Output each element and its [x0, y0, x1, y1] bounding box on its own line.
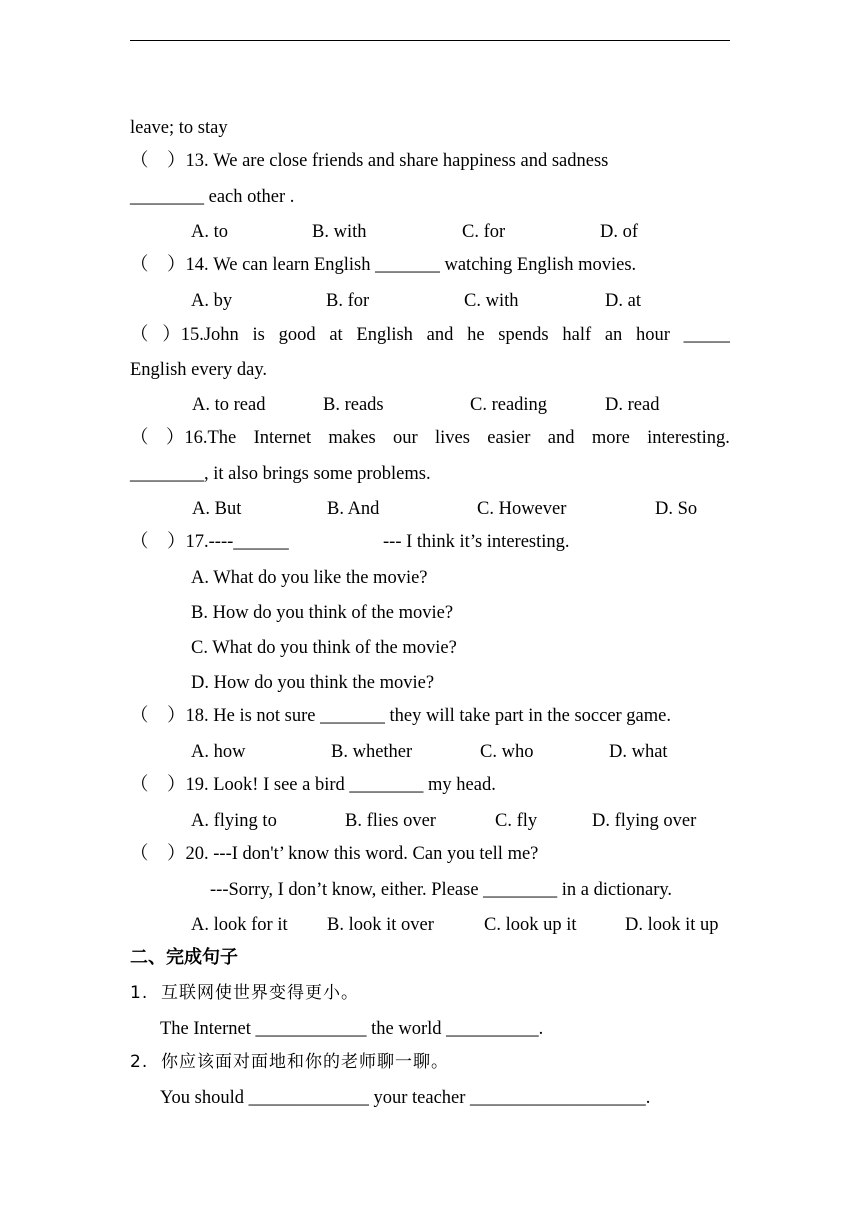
q18-option-c: C. who: [480, 742, 534, 762]
sentence-2-prompt: 2. 你应该面对面地和你的老师聊一聊。: [130, 1052, 450, 1072]
q13-option-b: B. with: [312, 222, 367, 242]
q20-option-a: A. look for it: [191, 915, 288, 935]
q13-stem-continued: ________ each other .: [130, 187, 295, 207]
q15-option-d: D. read: [605, 395, 660, 415]
q15-word: ）15.John: [162, 325, 239, 345]
q17-option-d: D. How do you think the movie?: [191, 673, 435, 693]
q15-word: half: [562, 325, 592, 345]
sentence-1-answer: The Internet ____________ the world __________.: [160, 1019, 544, 1039]
q16-word: and: [547, 428, 575, 448]
q15-stem: [130, 324, 730, 346]
q13-option-a: A. to: [191, 222, 228, 242]
sentence-1-prompt: 1. 互联网使世界变得更小。: [130, 983, 360, 1003]
q16-word: easier: [487, 428, 531, 448]
q16-word: more: [591, 428, 630, 448]
q16-stem-continued: ________, it also brings some problems.: [130, 464, 431, 484]
q14-option-c: C. with: [464, 291, 519, 311]
q14-option-d: D. at: [605, 291, 641, 311]
q15-word: and: [426, 325, 454, 345]
q16-option-d: D. So: [655, 499, 698, 519]
q16-option-a: A. But: [192, 499, 242, 519]
q15-option-b: B. reads: [323, 395, 384, 415]
q20-option-d: D. look it up: [625, 915, 719, 935]
q15-word: is: [252, 325, 265, 345]
q15-word: English: [356, 325, 413, 345]
q17-stem: （ ）17.----______: [130, 532, 289, 552]
section-heading: 二、完成句子: [130, 947, 238, 968]
sentence-2-answer: You should _____________ your teacher ___________________.: [160, 1088, 651, 1108]
q16-option-c: C. However: [477, 499, 567, 519]
q20-option-c: C. look up it: [484, 915, 577, 935]
q16-word: lives: [435, 428, 470, 448]
q15-word: hour: [636, 325, 670, 345]
q19-option-c: C. fly: [495, 811, 538, 831]
q16-word: our: [393, 428, 418, 448]
q14-option-b: B. for: [326, 291, 370, 311]
q18-option-d: D. what: [609, 742, 668, 762]
q16-word: （: [130, 428, 149, 448]
q15-option-a: A. to read: [192, 395, 266, 415]
q18-option-a: A. how: [191, 742, 246, 762]
q14-option-a: A. by: [191, 291, 233, 311]
q20-stem-continued: ---Sorry, I don’t know, either. Please ________ in a dictionary.: [210, 880, 673, 900]
q17-reply: --- I think it’s interesting.: [383, 532, 570, 552]
q19-option-d: D. flying over: [592, 811, 697, 831]
q18-stem: （ ）18. He is not sure _______ they will take part in the soccer game.: [130, 706, 671, 726]
q19-option-a: A. flying to: [191, 811, 277, 831]
q16-word: Internet: [253, 428, 312, 448]
header-rule: [130, 40, 730, 41]
q15-word: spends: [498, 325, 549, 345]
q16-word: makes: [328, 428, 376, 448]
q20-option-b: B. look it over: [327, 915, 434, 935]
q15-word: he: [467, 325, 485, 345]
q17-option-b: B. How do you think of the movie?: [191, 603, 454, 623]
q15-word: （: [130, 325, 149, 345]
q17-option-c: C. What do you think of the movie?: [191, 638, 457, 658]
q15-option-c: C. reading: [470, 395, 548, 415]
q15-stem-continued: English every day.: [130, 360, 267, 380]
q14-stem: （ ）14. We can learn English _______ watching English movies.: [130, 255, 637, 275]
q15-word: good: [278, 325, 316, 345]
q18-option-b: B. whether: [331, 742, 413, 762]
q19-stem: （ ）19. Look! I see a bird ________ my head.: [130, 775, 496, 795]
q15-word: _____: [683, 325, 730, 345]
q15-word: an: [604, 325, 623, 345]
q13-option-d: D. of: [600, 222, 639, 242]
q20-stem: （ ）20. ---I don't’ know this word. Can you tell me?: [130, 844, 539, 864]
q16-option-b: B. And: [327, 499, 380, 519]
q17-option-a: A. What do you like the movie?: [191, 568, 428, 588]
q19-option-b: B. flies over: [345, 811, 436, 831]
q16-word: ）16.The: [165, 428, 237, 448]
q16-word: interesting.: [647, 428, 730, 448]
q13-stem: （ ）13. We are close friends and share happiness and sadness: [130, 151, 609, 171]
q15-word: at: [329, 325, 343, 345]
continuation-text: leave; to stay: [130, 118, 228, 138]
q16-stem: [130, 427, 730, 449]
q13-option-c: C. for: [462, 222, 506, 242]
